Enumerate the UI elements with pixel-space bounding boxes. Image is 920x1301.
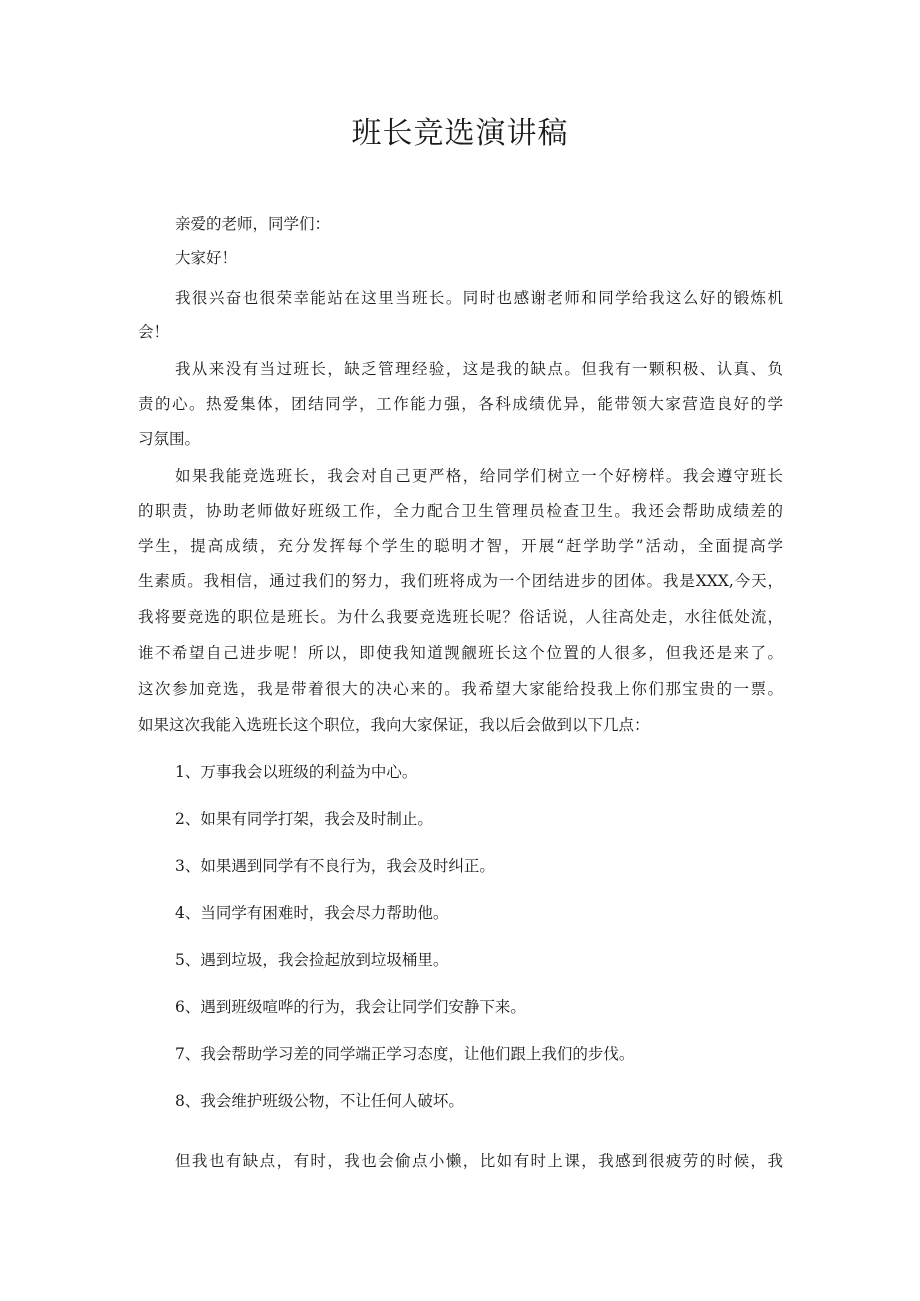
paragraph-3-line-5: 我将要竞选的职位是班长。为什么我要竞选班长呢？俗话说，人往高处走，水往低处流， — [138, 608, 783, 626]
paragraph-1-line-1: 我很兴奋也很荣幸能站在这里当班长。同时也感谢老师和同学给我这么好的锻炼机 — [175, 289, 783, 307]
list-item-7: 7、我会帮助学习差的同学端正学习态度，让他们跟上我们的步伐。 — [175, 1045, 635, 1063]
hello: 大家好！ — [175, 249, 238, 267]
paragraph-1-line-2: 会！ — [138, 323, 170, 341]
paragraph-2-line-1: 我从来没有当过班长，缺乏管理经验，这是我的缺点。但我有一颗积极、认真、负 — [175, 360, 783, 378]
list-item-4: 4、当同学有困难时，我会尽力帮助他。 — [175, 904, 449, 922]
list-item-8: 8、我会维护班级公物，不让任何人破坏。 — [175, 1092, 464, 1110]
paragraph-3-line-7: 这次参加竞选，我是带着很大的决心来的。我希望大家能给投我上你们那宝贵的一票。 — [138, 680, 783, 698]
list-item-6: 6、遇到班级喧哗的行为，我会让同学们安静下来。 — [175, 998, 526, 1016]
list-item-3: 3、如果遇到同学有不良行为，我会及时纠正。 — [175, 857, 495, 875]
list-item-5: 5、遇到垃圾，我会捡起放到垃圾桶里。 — [175, 951, 449, 969]
document-title: 班长竞选演讲稿 — [351, 116, 569, 151]
paragraph-2-line-2: 责的心。热爱集体，团结同学，工作能力强，各科成绩优异，能带领大家营造良好的学 — [138, 395, 783, 413]
paragraph-2-line-3: 习氛围。 — [138, 430, 201, 448]
paragraph-3-line-1: 如果我能竞选班长，我会对自己更严格，给同学们树立一个好榜样。我会遵守班长 — [175, 467, 783, 485]
list-item-1: 1、万事我会以班级的利益为中心。 — [175, 763, 418, 781]
paragraph-3-line-6: 谁不希望自己进步呢！所以，即使我知道觊觎班长这个位置的人很多，但我还是来了。 — [138, 644, 783, 662]
paragraph-3-line-3: 学生，提高成绩，充分发挥每个学生的聪明才智，开展“赶学助学”活动，全面提高学 — [138, 537, 783, 555]
paragraph-3-line-2: 的职责，协助老师做好班级工作，全力配合卫生管理员检查卫生。我还会帮助成绩差的 — [138, 502, 783, 520]
list-item-2: 2、如果有同学打架，我会及时制止。 — [175, 810, 433, 828]
greeting: 亲爱的老师，同学们： — [175, 215, 331, 233]
closing-paragraph-line-1: 但我也有缺点，有时，我也会偷点小懒，比如有时上课，我感到很疲劳的时候，我 — [175, 1152, 783, 1170]
paragraph-3-line-4: 生素质。我相信，通过我们的努力，我们班将成为一个团结进步的团体。我是XXX,今天， — [138, 572, 783, 590]
paragraph-3-line-8: 如果这次我能入选班长这个职位，我向大家保证，我以后会做到以下几点： — [138, 716, 650, 734]
